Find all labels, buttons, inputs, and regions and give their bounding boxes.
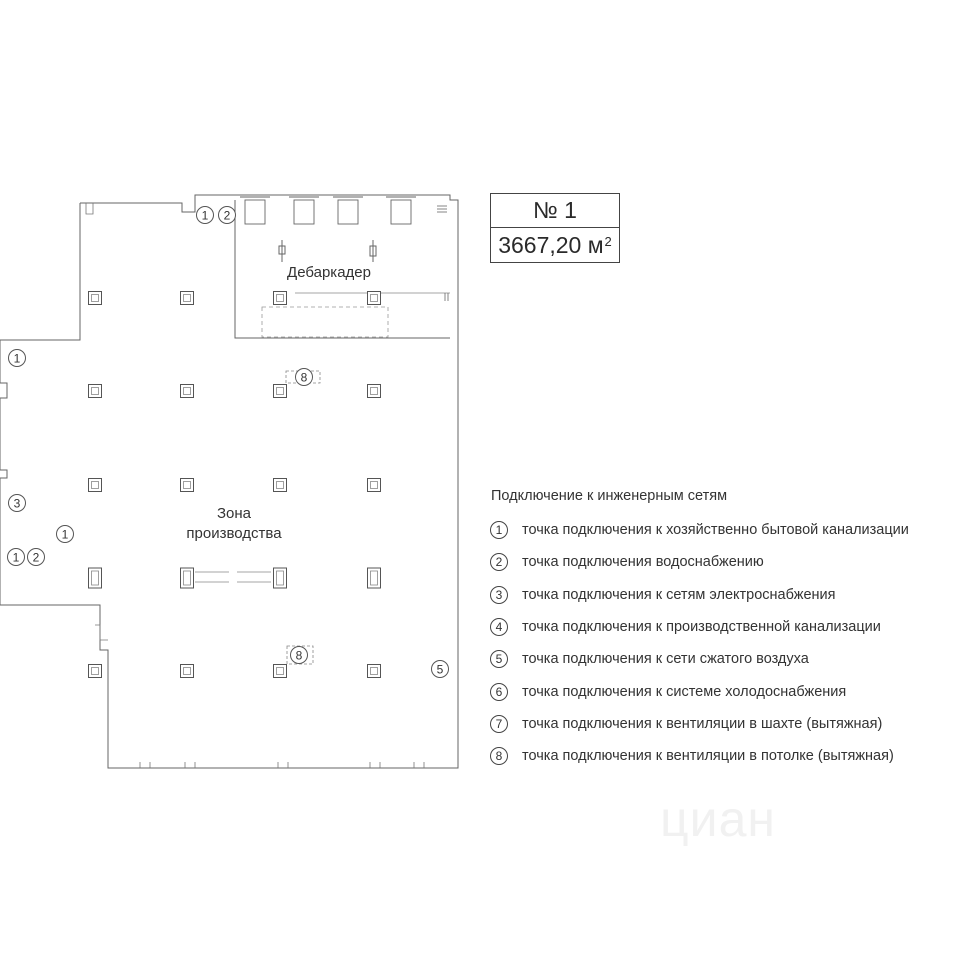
column (181, 479, 194, 492)
connection-marker (287, 646, 313, 664)
svg-text:8: 8 (300, 370, 308, 385)
connection-marker (9, 495, 26, 512)
connection-marker (432, 661, 449, 678)
legend-number-circle: 1 (490, 521, 508, 539)
legend-number-circle: 5 (490, 650, 508, 668)
legend-number-circle: 6 (490, 683, 508, 701)
dock-gate (338, 200, 358, 224)
unit-area-sup: 2 (604, 233, 612, 249)
connection-marker (28, 549, 45, 566)
column (181, 568, 194, 588)
dock-dashed-area (262, 307, 388, 337)
dock-gates (240, 197, 416, 224)
column (181, 665, 194, 678)
legend-item (490, 514, 960, 546)
wall-notch (86, 203, 93, 214)
unit-number: № 1 (533, 197, 577, 223)
legend-item (490, 546, 960, 578)
unit-info-box (490, 193, 620, 263)
svg-text:1: 1 (13, 351, 21, 366)
connection-marker (197, 207, 214, 224)
svg-text:5: 5 (436, 662, 444, 677)
column (274, 385, 287, 398)
connection-marker (9, 350, 26, 367)
dock-gate (391, 200, 411, 224)
watermark-logo: циан (660, 791, 776, 847)
connection-marker (8, 549, 25, 566)
legend-text: точка подключения водоснабжению (522, 554, 764, 571)
column (181, 385, 194, 398)
legend-text: точка подключения к сетям электроснабжения (522, 586, 836, 603)
columns (89, 292, 381, 678)
svg-text:1: 1 (12, 550, 20, 565)
column (89, 292, 102, 305)
column (89, 479, 102, 492)
legend-text: точка подключения к системе холодоснабжения (522, 683, 847, 700)
dock-gate (245, 200, 265, 224)
legend-text: точка подключения к хозяйственно бытовой канализации (522, 522, 909, 539)
wall-step (95, 625, 108, 640)
legend-number-circle: 8 (490, 747, 508, 765)
legend-text: точка подключения к вентиляции в шахте (вытяжная) (522, 715, 883, 732)
zone-label-production-1: Зона (216, 505, 252, 522)
column (274, 292, 287, 305)
legend-text: точка подключения к сети сжатого воздуха (522, 651, 809, 668)
column (368, 385, 381, 398)
column (181, 292, 194, 305)
column (368, 665, 381, 678)
legend (490, 488, 960, 772)
legend-item (490, 579, 960, 611)
unit-area-row (491, 228, 619, 262)
dock-gate (294, 200, 314, 224)
legend-item (490, 708, 960, 740)
column (89, 385, 102, 398)
stairs (437, 206, 448, 301)
column (368, 479, 381, 492)
legend-text: точка подключения к вентиляции в потолке (вытяжная) (522, 748, 894, 765)
svg-text:1: 1 (201, 208, 209, 223)
unit-area: 3667,20 м (498, 231, 604, 258)
building-outline (0, 195, 458, 768)
unit-number-row (491, 194, 619, 228)
column (274, 665, 287, 678)
connection-marker (286, 369, 320, 386)
legend-item (490, 643, 960, 675)
legend-number-circle: 4 (490, 618, 508, 636)
connection-marker (219, 207, 236, 224)
bottom-windows (140, 762, 424, 768)
svg-text:1: 1 (61, 527, 69, 542)
svg-text:3: 3 (13, 496, 21, 511)
legend-title: Подключение к инженерным сетям (491, 488, 728, 504)
column (89, 568, 102, 588)
svg-text:8: 8 (295, 648, 303, 663)
column (274, 568, 287, 588)
legend-item (490, 740, 960, 772)
legend-number-circle: 2 (490, 553, 508, 571)
column (368, 568, 381, 588)
beams (195, 572, 278, 582)
dock-equipment (279, 240, 376, 262)
column (274, 479, 287, 492)
legend-number-circle: 7 (490, 715, 508, 733)
legend-item (490, 675, 960, 707)
legend-text: точка подключения к производственной канализации (522, 619, 881, 636)
legend-item (490, 611, 960, 643)
column (368, 292, 381, 305)
legend-list (490, 514, 960, 772)
zone-label-loading-dock: Дебаркадер (287, 264, 371, 281)
zone-label-production-2: производства (186, 525, 282, 542)
svg-text:2: 2 (223, 208, 231, 223)
svg-text:2: 2 (32, 550, 40, 565)
legend-number-circle: 3 (490, 586, 508, 604)
column (89, 665, 102, 678)
connection-marker (57, 526, 74, 543)
